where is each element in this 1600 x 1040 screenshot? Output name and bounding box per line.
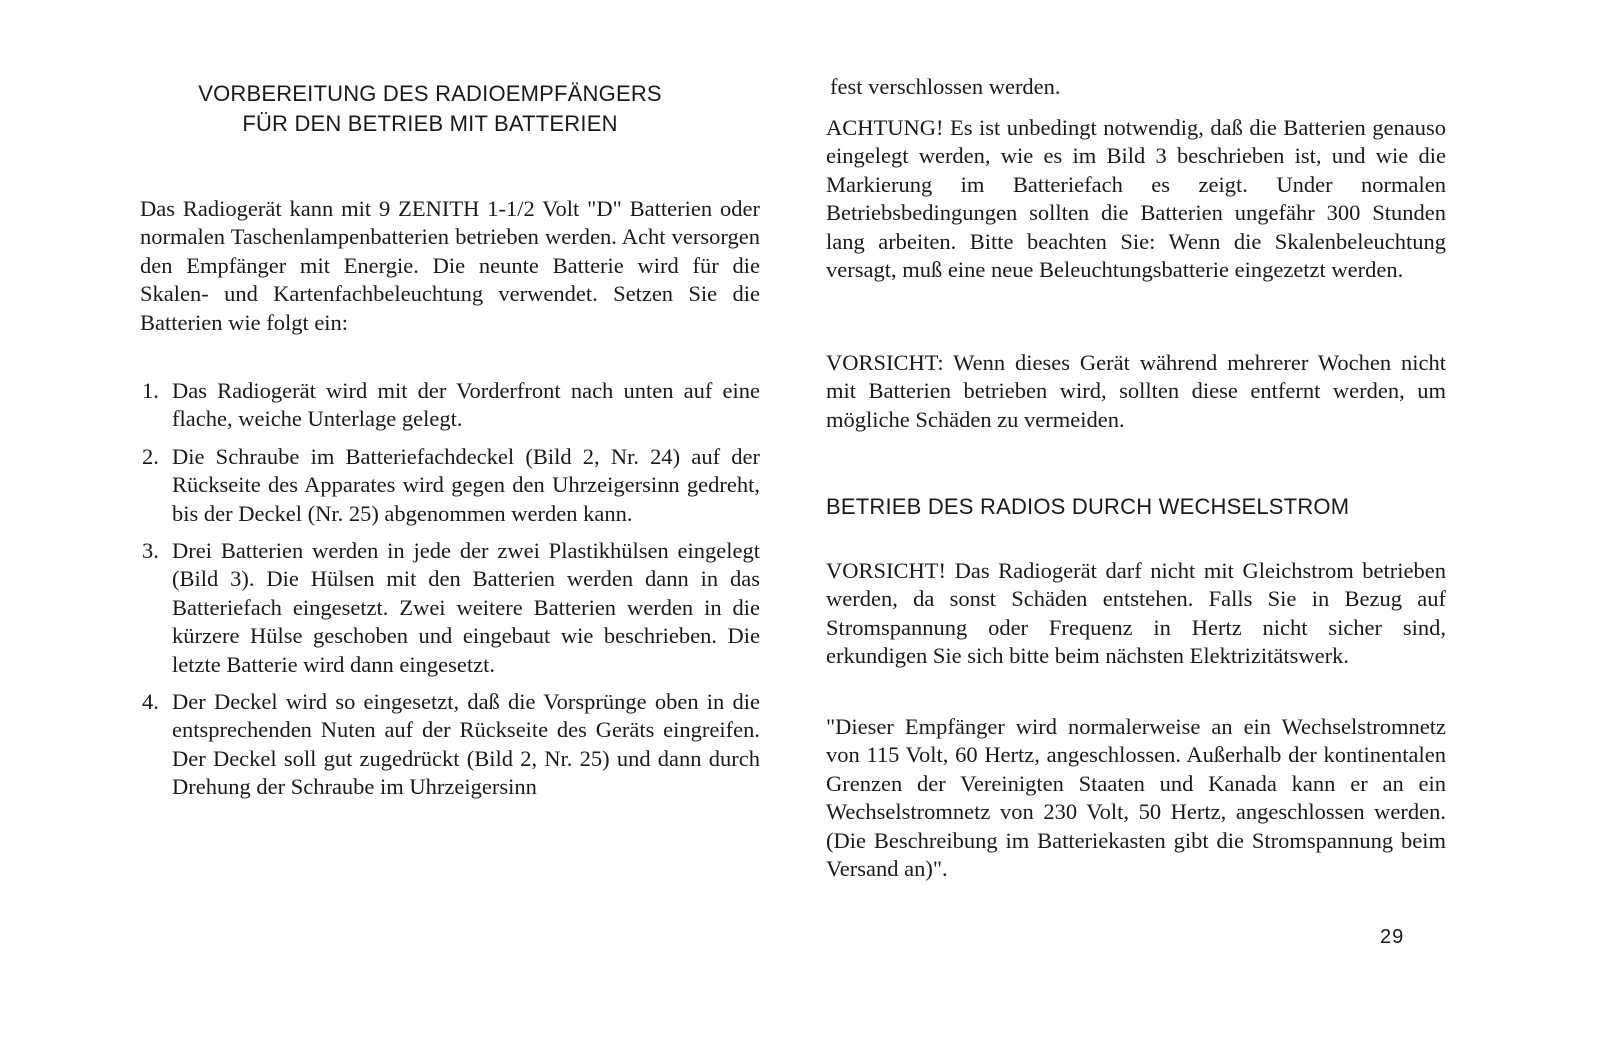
step-text: Der Deckel wird so eingesetzt, daß die Vorsprünge oben in die entsprechenden Nuten auf der Rückseite des Geräts eingreifen. Der Deckel soll gut zugedrückt (Bild 2, Nr. 25) und dann durch Drehung der Schraube im Uhrzeigersinn — [172, 689, 760, 800]
section-heading-battery — [140, 79, 720, 139]
list-item — [140, 443, 760, 528]
list-item — [140, 377, 760, 434]
section-heading-ac: BETRIEB DES RADIOS DURCH WECHSELSTROM — [826, 494, 1350, 519]
intro-paragraph: Das Radiogerät kann mit 9 ZENITH 1-1/2 Volt "D" Batterien oder normalen Taschenlampenbatterien betrieben werden. Acht versorgen den Empfänger mit Energie. Die neunte Batterie wird für die Skalen- und Kartenfachbeleuchtung verwendet. Setzen Sie die Batterien wie folgt ein: — [140, 196, 760, 335]
step-number: 3. — [142, 538, 159, 564]
step-text: Drei Batterien werden in jede der zwei Plastikhülsen eingelegt (Bild 3). Die Hülsen mit den Batterien werden dann in das Batteriefach eingesetzt. Zwei weitere Batterien werden in die kürzere Hülse geschoben und eingebaut wie beschrieben. Die letzte Batterie wird dann eingesetzt. — [172, 538, 760, 677]
achtung-paragraph: ACHTUNG! Es ist unbedingt notwendig, daß die Batterien genauso eingelegt werden, wie es im Bild 3 beschrieben ist, und wie die Markierung im Batteriefach es zeigt. Under normalen Betriebsbedingungen sollten die Batterien ungefähr 300 Stunden lang arbeiten. Bitte beachten Sie: Wenn die Skalenbeleuchtung versagt, muß eine neue Beleuchtungsbatterie eingezetzt werden. — [826, 115, 1446, 283]
vorsicht-paragraph-ac: VORSICHT! Das Radiogerät darf nicht mit Gleichstrom betrieben werden, da sonst Schäden entstehen. Falls Sie in Bezug auf Stromspannung oder Frequenz in Hertz nicht sicher sind, erkundigen Sie sich bitte beim nächsten Elektrizitätswerk. — [826, 558, 1446, 669]
step-number: 4. — [142, 689, 159, 715]
heading-line-1: VORBEREITUNG DES RADIOEMPFÄNGERS — [198, 81, 662, 106]
battery-steps-list — [140, 377, 760, 811]
voltage-quote-paragraph: "Dieser Empfänger wird normalerweise an ein Wechselstromnetz von 115 Volt, 60 Hertz, angeschlossen. Außerhalb der kontinentalen Grenzen der Vereinigten Staaten und Kanada kann er an ein Wechselstromnetz von 230 Volt, 50 Hertz, angeschlossen werden. (Die Beschreibung im Batteriekasten gibt die Stromspannung beim Versand an)". — [826, 714, 1446, 882]
list-item — [140, 688, 760, 802]
step-number: 1. — [142, 378, 159, 403]
heading-line-2: FÜR DEN BETRIEB MIT BATTERIEN — [242, 111, 618, 136]
list-item — [140, 537, 760, 679]
step-number: 2. — [142, 443, 159, 469]
step-text: Das Radiogerät wird mit der Vorderfront nach unten auf eine flache, weiche Unterlage gelegt. — [172, 378, 760, 432]
continued-text: fest verschlossen werden. — [830, 74, 1061, 99]
step-text: Die Schraube im Batteriefachdeckel (Bild 2, Nr. 24) auf der Rückseite des Apparates wird gegen den Uhrzeigersinn gedreht, bis der Deckel (Nr. 25) abgenommen werden kann. — [172, 443, 760, 526]
page-number: 29 — [1380, 926, 1405, 948]
vorsicht-paragraph-battery: VORSICHT: Wenn dieses Gerät während mehrerer Wochen nicht mit Batterien betrieben wird, sollten diese entfernt werden, um mögliche Schäden zu vermeiden. — [826, 350, 1446, 432]
